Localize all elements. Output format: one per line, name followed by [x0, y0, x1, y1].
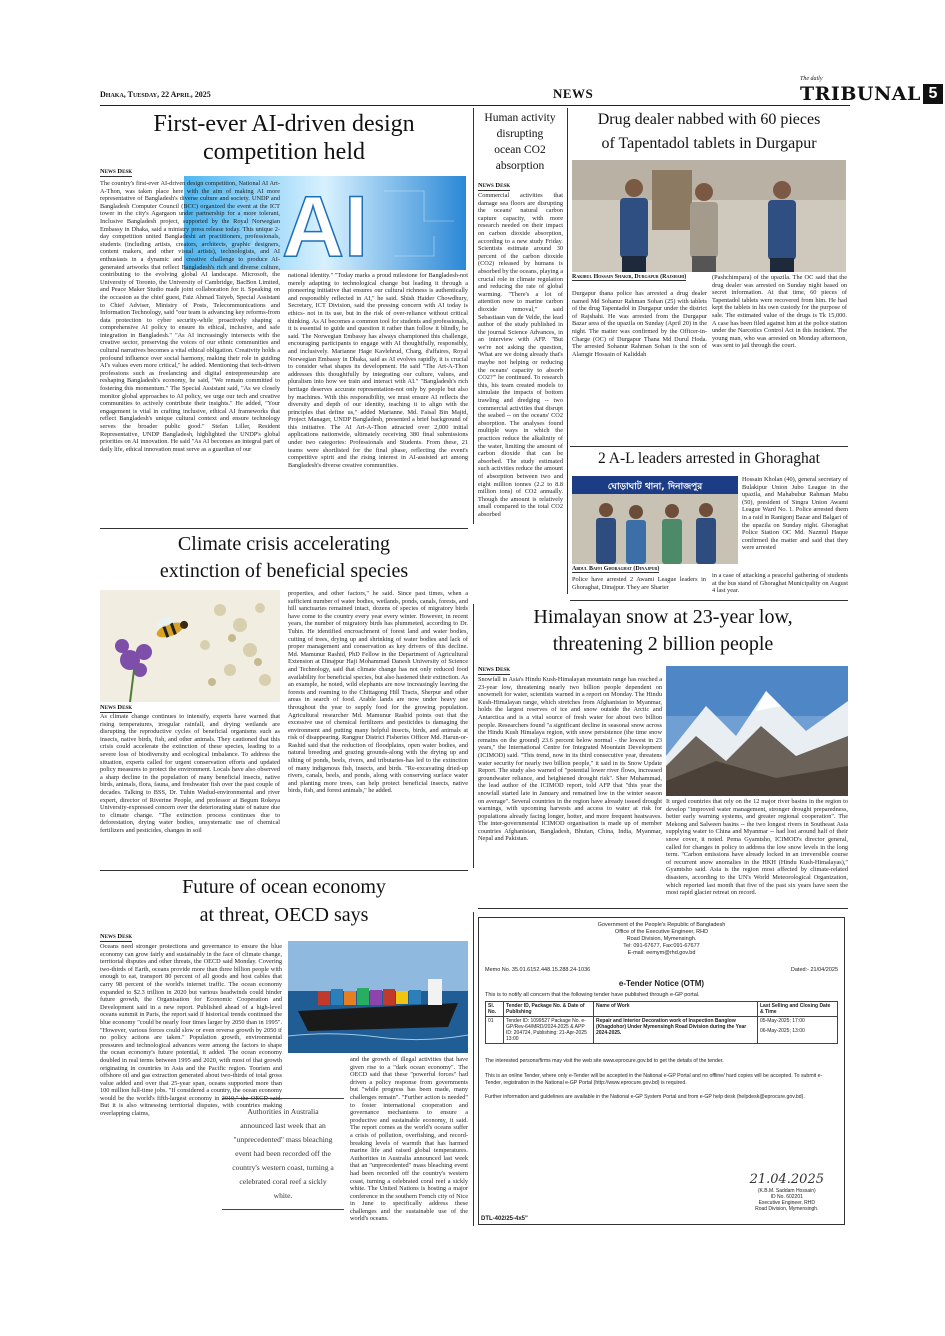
headline-line: at threat, OECD says — [199, 904, 369, 926]
notice-title: e-Tender Notice (OTM) — [618, 979, 705, 988]
himalaya-illustration — [666, 666, 848, 796]
article-oecd-col1: Oceans need stronger protections and governance to ensure the blue economy can grow fairly and sustainably in the face of climate change, territorial disputes and other threats, the OECD said Monday. Covering two-thirds of Earth, oceans provide more than three billion people with enough to eat, transport 80 percent of all goods and host cables that carry 98 percent of the world's internet traffic. The ocean economy expanded to $2.3 trillion in 2020 but various headwinds could hinder future growth, the Organisation for Economic Cooperation and Development said in a new report. Published ahead of a high-level oceans summit in Paris, the report said if historical trends continued the blue economy "could be nearly four times larger by 2050 than in 1995". "However, various forces could slow or even reverse growth by 2050 if no policy actions are taken." Population growth, environmental pressures and technological advances were among the factors to shape the ocean economy's future potential, it added. The ocean economy doubled in real terms between 1995 and 2020, with most of that growth originating in countries in Asia and the Pacific region. Tourism and offshore oil and gas extraction generated about two-thirds of total gross value added and over that 25-year span, oceans supported more than 100 million full-time jobs. "If considered a country, the ocean economy would be the world's fifth-largest economy in 2019," the OECD said. But it is also witnessing territorial disputes, with countries making overlapping claims, — [100, 943, 282, 1118]
notice-ref: DTL-402/25-4x5" — [481, 1216, 528, 1222]
th-tender: Tender ID, Package No. & Date of Publishing — [504, 1002, 594, 1017]
article-rule — [478, 908, 848, 909]
bee-flower-illustration — [100, 590, 280, 702]
byline: News Desk — [478, 182, 511, 189]
photo-caption: Abdul Baffi Ghoraghat (Dinajpur) — [572, 566, 660, 572]
al-arrest-photo — [572, 476, 738, 564]
article-climate-headline — [100, 531, 468, 585]
td-tender: Tender ID: 1099527 Package No. e-GP/Rev-64/MRD/2024-2025 & APP ID: 204724, Publishing: 21-Apr-2025 13:00 — [504, 1017, 594, 1044]
article-al-left-tail: Police have arrested 2 Awami League leaders in Ghoraghat, Dinajpur. They are Sharier — [572, 576, 706, 591]
column-rule — [473, 108, 474, 524]
article-oecd-col2: and the growth of illegal activities that have given rise to a "dark ocean economy". The OECD said that these "powerful forces" had driven a policy response from governments but "while progress has been made, many challenges remain". "Further action is needed" to foster international cooperation and governance mechanisms to ensure a productive and sustainable economy, it said. The report comes as the world's oceans suffer a crisis of pollution, overfishing, and record-breaking levels of warmth that has harmed marine life and raised global temperatures. Authorities in Australia announced last week that an "unprecedented" mass bleaching event had been recorded off the country's western coast, turning a celebrated coral reef a sickly white. The United Nations is hosting a major conference in the southern French city of Nice in June to specifically address these challenges and the sustainable use of the world's oceans. — [350, 1056, 468, 1223]
article-rule — [100, 528, 468, 529]
th-dates: Last Selling and Closing Date & Time — [758, 1002, 838, 1017]
byline: News Desk — [100, 933, 133, 940]
bee-flower-photo — [100, 590, 280, 702]
article-drug-col1: Durgapur thana police has arrested a drug dealer named Md Sohanur Rahman Sohan (25) with tablets of the drug Tapentadol in Durgapur under the district of Rajshahi. He was arrested from the Durgapur Bazar area of the upazila on Sunday (April 20) in the night. The matter was confirmed by the Officer-in-Charge (OC) of Durgapur Thana Md Durul Hoda. The arrested Sohanur Rahman Sohan is the son of Alamgir Hossain of Kaliddah — [572, 290, 707, 358]
article-himalaya-col1: Snowfall in Asia's Hindu Kush-Himalayan mountain range has reached a 23-year low, threatening nearly two billion people dependent on snowmelt for water, scientists warned in a report on Monday. The Hindu Kush-Himalayan range, which stretches from Afghanistan to Myanmar, holds the largest reserves of ice and snow outside the Arctic and Antarctica and is a vital source of fresh water for about two billion people. Researchers found "a significant decline in seasonal snow across the Hindu Kush Himalaya region, with snow persistence (the time snow remains on the ground) 23.6 percent below normal - the lowest in 23 years," the International Centre for Integrated Mountain Development (ICIMOD) said. "This trend, now in its third consecutive year, threatens water security for nearly two billion people," it said in its Snow Update Report. The study also warned of "potential lower river flows, increased groundwater reliance, and heightened drought risk". Sher Muhammad, the lead author of the ICIMOD report, told AFP that "this year the snowfall started late in January and remained low in the winter season on average". Several countries in the region have already issued drought warnings, with upcoming harvests and access to water at risk for populations already facing longer, hotter, and more frequent heatwaves. The inter-governmental ICIMOD organisation is made up of member countries Afghanistan, Bangladesh, Bhutan, China, India, Myanmar, Nepal and Pakistan. — [478, 676, 662, 843]
headline-line: Drug dealer nabbed with 60 pieces — [597, 111, 821, 128]
headline-line: Future of ocean economy — [182, 876, 386, 898]
byline: News Desk — [100, 168, 133, 175]
newspaper-logo — [800, 76, 943, 105]
last-selling-date: 05-May-2025; 17:00 — [760, 1018, 805, 1024]
notice-gov-line: Tel: 091-67677, Fax:091-67677 — [623, 943, 700, 949]
article-rule — [100, 870, 468, 871]
al-arrest-illustration — [572, 476, 738, 564]
notice-gov-line: Road Division, Mymensingh. — [626, 936, 697, 942]
headline-line: extinction of beneficial species — [159, 560, 409, 582]
article-drug-headline — [570, 108, 848, 156]
notice-note: This is an online Tender, where only e-Tender will be accepted in the National e-GP Portal and no offline/ hard copies will be accepted. To submit e-Tender, registration in the National e-GP Portal (http://www.eprocure.gov.bd) is required. — [485, 1072, 823, 1086]
notice-note: Further information and guidelines are available in the National e-GP System Portal and from e-GP help desk (helpdesk@eprocure.gov.bd). — [485, 1094, 805, 1101]
logo-tag: The daily — [800, 76, 823, 82]
pull-quote: Authorities in Australia announced last week that an "unprecedented" mass bleaching event had been recorded off the country's western coast, turning a celebrated coral reef a sickly white. — [222, 1098, 344, 1210]
signatory-title: Executive Engineer, RHD — [758, 1200, 815, 1206]
police-station-sign: ঘোড়াঘাট থানা, দিনাজপুর — [607, 482, 703, 492]
drug-arrest-photo — [572, 160, 846, 272]
drug-arrest-illustration — [572, 160, 846, 272]
container-ship-illustration — [288, 941, 468, 1053]
td-sl: 01 — [486, 1017, 504, 1044]
headline-line: of Tapentadol tablets in Durgapur — [601, 135, 817, 152]
notice-memo-row — [485, 967, 838, 973]
headline-line: threatening 2 billion people — [552, 633, 774, 655]
article-ai — [100, 110, 468, 166]
article-himalaya-col2: It urged countries that rely on the 12 major river basins in the region to develop "improved water management, stronger drought preparedness, better early warning systems, and greater regional cooperation". The Mekong and Salween basins -- the two longest rivers in Southeast Asia supplying water to China and Myanmar -- had lost around half of their snow cover, it noted. Pema Gyamtsho, ICIMOD's director general, called for changes in policy to address the low snow levels in the long term. "Carbon emissions have already locked in an irreversible course of recurrent snow anomalies in the HKH (Hindu Kush-Himalayas)," Gyamtsho said. Asia is the region most affected by climate-related disasters, according to the UN's World Meteorological Organization, which reported last month that five of the past six years have seen the most rapid glacier retreat on record. — [666, 798, 848, 897]
notice-note: The interested persons/firms may visit the web site www.eprocure.gov.bd to get the details of the tender. — [485, 1058, 724, 1064]
section-title: NEWS — [553, 86, 594, 101]
headline-line: competition held — [203, 139, 365, 165]
notice-header — [485, 922, 838, 957]
memo-date: Dated:- 21/04/2025 — [790, 967, 838, 973]
th-sl: Sl. No. — [486, 1002, 504, 1017]
article-al-right: Hossain Kholan (40), general secretary of Bulakipur Union Jubo League in the upazila, and Mahabubur Rahman Mabu (50), president of Singra Union Awami League Ward No. 1. Police arrested them in a raid in Ranigonj Bazar and Balgari of the upazila on Sunday night. Ghoraghat Police Station OC Md. Nazmul Haque confirmed the matter and said that they were arrested — [742, 476, 848, 552]
article-ocean-co2-body: Commercial activities that damage sea floors are disrupting the oceans' natural carbon capture capacity, with more research needed on their impact on carbon dioxide absorption, according to a new study Friday. Scientists estimate around 30 percent of the carbon dioxide (CO2) released by humans is absorbed by the oceans, playing a crucial role in climate regulation and reducing the rate of global warming. "There's a lot of attention now to marine carbon dioxide removal," said Sebastiaan van de Velde, the lead author of the study published in the journal Science Advances, in an interview with AFP. "But we're not asking the question, 'What are we doing already that's maybe not helping or reducing the oceans' capacity to absorb CO2?'" he continued. To research this, his team created models to simulate the impacts of bottom trawling and dredging -- two commercial activities that disrupt the seabed -- on the oceans' CO2 absorption. The analyses found multiple ways in which the practices reduce the alkalinity of the water, limiting the amount of carbon dioxide that can be absorbed. The study estimated such activities reduce the amount of absorption between two and eight million tonnes (2.2 to 8.8 million tons) of CO2 annually. Though the amount is relatively small compared to the total CO2 absorbed — [478, 192, 563, 518]
headline-line: First-ever AI-driven design — [153, 111, 415, 137]
headline-line: Climate crisis accelerating — [177, 533, 391, 555]
table-header-row — [486, 1002, 838, 1017]
article-al-headline: 2 A-L leaders arrested in Ghoraghat — [598, 450, 820, 467]
memo-number: Memo No. 35.01.6152.448.15.288.24-1036 — [485, 967, 591, 973]
signatory-name: (K.B.M. Saddam Hossain) — [757, 1188, 816, 1194]
byline: News Desk — [478, 666, 511, 673]
th-work: Name of Work — [594, 1002, 758, 1017]
masthead — [100, 76, 938, 106]
article-rule — [570, 446, 848, 447]
himalaya-mountain-photo — [666, 666, 848, 796]
closing-date: 06-May-2025; 13:00 — [760, 1028, 805, 1034]
headline-line: Himalayan snow at 23-year low, — [533, 606, 793, 628]
article-ai-col2: national identity." "Today marks a proud milestone for Bangladesh-not merely adapting to technological change but leading it through a pioneering initiative that ensures our cultural richness is authentically and responsibly reflected in AI," he said. Shish Haider Chowdhury, Secretary, ICT Division, said the pressing concern with AI today is ethics- not in its use, but in the risk of over-reliance without critical thinking. As AI becomes a common tool for students and professionals, it is essential to guide and question it rather than follow it blindly, he said. The Norwegian Embassy has always championed this challenge, encouraging participants to engage with AI thoughtfully, responsibly, and inclusively. Marianne Hage Kavlehrud, Charg, d'affaires, Royal Norwegian Embassy in Dhaka, said as AI evolves rapidly, it is crucial to consider what shapes its development. He said "The Art-A-Thon addresses this thoughtfully by integrating our culture, values, and pluralism into how we train and interact with AI." "Bangladesh's rich heritage deserves accurate representation-not only by people but also by machines. With this responsibility, we must ensure AI reflects the diversity and depth of our identity, teaching it to align with the principles that define us," added Marianne. Md. Faisal Bin Majid, Project Manager, UNDP Bangladesh, presented a brief background of this initiative. The AI Art-A-Thon attracted over 2,000 initial applications nationwide, ultimately receiving 380 final submissions under two categories: Professionals and Students. From these, 21 teams were shortlisted for the final phase, reflecting the event's competitive spirit and the rising interest in AI-assisted art among Bangladesh's diverse creative communities. — [288, 272, 468, 469]
headline-line: absorption — [495, 160, 545, 172]
notice-gov-line: Government of the People's Republic of Bangladesh — [597, 922, 726, 928]
table-row — [486, 1017, 838, 1044]
article-ai-headline — [100, 110, 468, 166]
dateline: Dhaka, Tuesday, 22 April, 2025 — [100, 90, 211, 99]
column-rule — [473, 604, 474, 868]
column-rule — [473, 912, 474, 1226]
article-rule — [570, 600, 848, 601]
column-rule — [567, 108, 568, 594]
article-drug-col2: (Pashchimpara) of the upazila. The OC said that the drug dealer was arrested on Sunday night based on secret information. At that time, 60 pieces of Tapentadol tablets were recovered from him. He had kept the tablets in his own custody for the purpose of sale. The estimated value of the drugs is Tk 15,000. A case has been filed against him at the police station under the Narcotics Control Act in this incident. The young man, who was arrested on Monday afternoon, was sent to jail through the court. — [712, 274, 847, 350]
tender-notice — [478, 917, 845, 1225]
signatory-id: ID No. 602201 — [770, 1194, 803, 1200]
notice-gov-line: E-mail: eemym@rhd.gov.bd — [627, 950, 696, 956]
headline-line: Human activity — [484, 112, 556, 124]
article-ocean-co2-headline — [478, 110, 562, 174]
article-ai-col1: The country's first-ever AI-driven design competition, National AI Art-A-Thon, was taken place here with the aim of making AI more representative of Bangladesh's diverse culture and society. UNDP and Bangladesh Computer Council (BCC) organized the event at the ICT tower in the city's Agargaon under partnership for a more tolerant, Inclusive Bangladesh project, supported by the Royal Norwegian Embassy in Dhaka, said a ministry press release today. This unique 2-day competition united Bangladeshi art practitioners, professionals, students (including artists, creators, architects, graphic designers, content makers, and other visual artists), technologists, and AI enthusiasts in a dynamic and creative challenge to produce AI-generated artworks that reflect Bangladesh's rich and diverse culture, contributing to the evolving global AI landscape. Microsoft, the University of Toronto, the University of Cambridge, BacBon Limited, and Peace Maker Studio made joint collaboration for it. Speaking on the occasion as the chief guest, Faiz Ahmad Taiyeb, Special Assistant to Chief Adviser, Ministry of Posts, Telecommunications and Information Technology, said "our team is advancing key reforms-from data protection to cyber security-while proactively shaping a comprehensive AI policy to ensure its ethical, inclusive, and safe integration in Bangladesh." "As AI increasingly intersects with the creative sector, preserving the voices of our ethnic communities and cultural narratives becomes a vital ethical obligation. Creativity holds a profound influence over social harmony, making their role in guiding AI's values even more critical," he added. Mentioning that tech-driven professions such as freelancing and digital entrepreneurship are reshaping Bangladesh's economy, he said, "We remain committed to fostering this momentum." The Special Assistant said, "As we closely monitor global approaches to AI policy, we urge our tech and creative communities to actively contribute their insights." He added, "Your engagement is vital in crafting inclusive, ethical AI frameworks that reflect Bangladesh's unique cultural context and ensure technology serves the broader public good." Stefan Liller, Resident Representative, UNDP Bangladesh, highlighted the UNDP's global priorities on AI innovation. He said "As AI becomes an integral part of daily life, ethical innovation must serve as a guardian of our — [100, 180, 280, 453]
logo-name: TRIBUNAL — [800, 83, 921, 105]
byline: News Desk — [100, 704, 133, 711]
notice-intro: This is to notify all concern that the following tender have published through e-GP portal. — [485, 992, 700, 998]
headline-line: ocean CO2 — [494, 144, 546, 156]
signature-block — [750, 1172, 824, 1212]
td-work: Repair and Interior Decoration work of Inspection Banglow (Khagdohor) Under Mymensingh Road Division during the Year 2024-2025. — [594, 1017, 758, 1044]
signatory-division: Road Division, Mymensingh. — [755, 1206, 819, 1212]
ai-letters-text: AI — [282, 179, 368, 270]
headline-line: disrupting — [496, 128, 544, 140]
page-number: 5 — [923, 84, 943, 104]
notice-gov-line: Office of the Executive Engineer, RHD — [614, 929, 709, 935]
tender-table — [485, 1001, 838, 1044]
article-al-right-tail: in a case of attacking a peaceful gathering of students at the bus stand of Ghoraghat Municipality on August 4 last year. — [712, 572, 848, 595]
article-climate-col2: properties, and other factors," he said. Since past times, when a sufficient number of water bodies, wetlands, ponds, canals, forests, and hill sanctuaries remained intact, dozens of species of migratory birds have come to the country every year every winter. However, in recent years, the number of migratory birds has plummeted, according to Dr. Tuhin. He identified encroachment of forest land and water bodies, cutting of trees, drying up and shrinking of water bodies and lack of proper management and conservation as key drivers of this decline. Md. Mamunur Rashid, PhD Fellow in the Department of Agricultural Extension at Dinajpur Haji Mohammad Danesh University of Science and Technology, said that climate change has not only reduced food availability for beneficial species, but also hastened their extinction. As an example, he noted, wild elephants are now increasingly leaving the forests and roaming to the Chittagong Hill Tracts, Sherpur and other areas in search of food. Arable lands are now under heavy use throughout the year to supply food for the growing population. Agricultural researcher Md. Mamunur Rashid points out that the excessive use of chemical fertilizers and pesticides is damaging the environment and putting many helpful insects, birds, and animals at risk of disappearing. Rangpur District Fisheries Officer Md. Harun-or-Rashid said that the reduction of floodplains, open water bodies, and natural breeding and grazing grounds-along with the drying up and silting of ponds, beels, rivers, and tributaries-has led to the extinction of many indigenous fish, insects, and birds. "Re-excavating dried-up rivers, canals, beels, and ponds, along with conserving surface water and planting more trees, can help protect beneficial insects, native birds, fish, and forest animals," he added. — [288, 590, 468, 795]
td-dates — [758, 1017, 838, 1044]
article-oecd-headline — [100, 873, 468, 929]
article-himalaya-headline — [478, 604, 848, 658]
article-climate-col1: As climate change continues to intensify, experts have warned that rising temperatures, irregular rainfall, and drying wetlands are disrupting the reproductive cycles of beneficial organisms such as insects, native birds, fish, and other animals. They cautioned that this crisis could accelerate the extinction of these species, leading to a severe loss of biodiversity and ecological imbalance. To address the situation, experts called for urgent conservation efforts and updated policy measures to protect the environment. Locals have also observed a sharp decline in the population of many beneficial insects, native birds, animals, flora, fauna, and freshwater fish over the past couple of decades. Talking to BSS, Dr. Tuhin Wadud-environmental and river expert, director of Riverine People, and professor at Begum Rokeya University-expressed concern over the deteriorating state of nature due to climate change. "The extinction process continues due to deforestation, drying water bodies, unsystematic use of chemical fertilizers and pesticides, changes in soil — [100, 713, 280, 834]
signature-date: 21.04.2025 — [749, 1172, 824, 1187]
container-ship-photo — [288, 941, 468, 1053]
photo-caption: Rakibul Hossain Shakib, Durgapur (Rajshahi) — [572, 274, 687, 280]
